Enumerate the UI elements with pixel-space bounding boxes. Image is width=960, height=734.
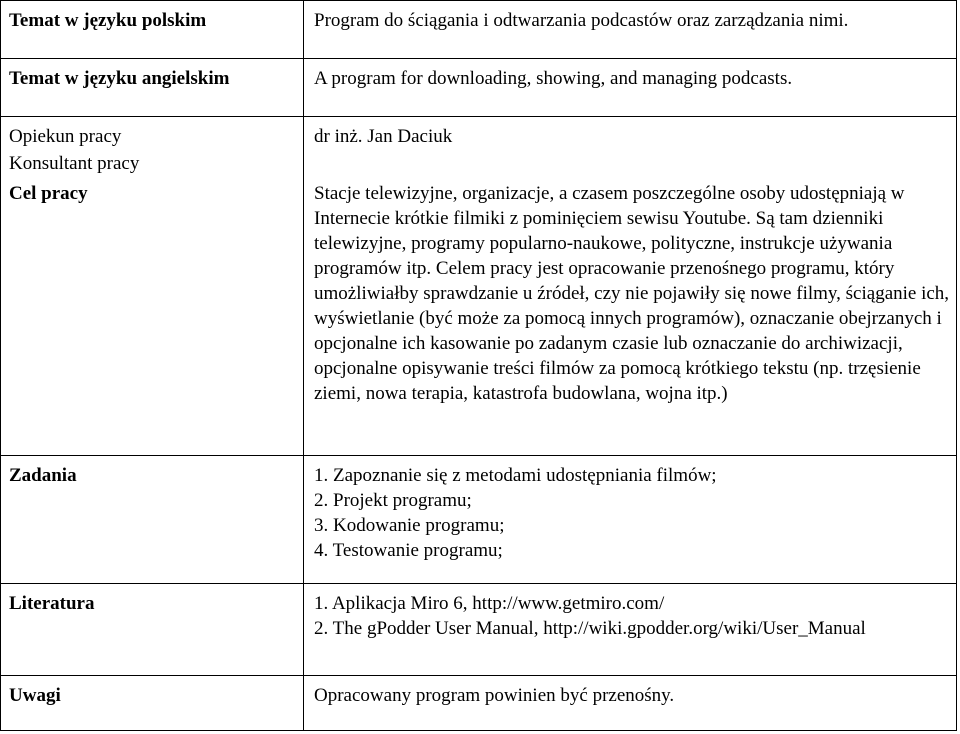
literature-item-1: 1. Aplikacja Miro 6, http://www.getmiro.com/: [314, 593, 665, 614]
notes-value: Opracowany program powinien być przenośny.: [304, 676, 957, 731]
topic-pl-label: Temat w języku polskim: [1, 1, 304, 59]
row-goal: [1, 177, 957, 456]
supervisor-value: dr inż. Jan Daciuk: [304, 117, 957, 151]
consultant-label: Konsultant pracy: [1, 151, 304, 177]
goal-label: Cel pracy: [1, 177, 304, 456]
literature-value: [304, 584, 957, 676]
consultant-value: [304, 151, 957, 177]
row-topic-en: [1, 59, 957, 117]
task-item-4: 4. Testowanie programu;: [314, 540, 503, 561]
topic-en-value: A program for downloading, showing, and managing podcasts.: [304, 59, 957, 117]
row-consultant: [1, 151, 957, 177]
tasks-label: Zadania: [1, 456, 304, 584]
supervisor-label: Opiekun pracy: [1, 117, 304, 151]
row-literature: [1, 584, 957, 676]
topic-en-label: Temat w języku angielskim: [1, 59, 304, 117]
literature-item-2: 2. The gPodder User Manual, http://wiki.gpodder.org/wiki/User_Manual: [314, 618, 866, 639]
task-item-2: 2. Projekt programu;: [314, 490, 472, 511]
literature-label: Literatura: [1, 584, 304, 676]
tasks-list: [314, 463, 952, 563]
row-notes: [1, 676, 957, 731]
task-item-3: 3. Kodowanie programu;: [314, 515, 505, 536]
tasks-value: [304, 456, 957, 584]
goal-value: Stacje telewizyjne, organizacje, a czasem poszczególne osoby udostępniają w Internecie krótkie filmiki z pominięciem sewisu Youtube. Są tam dzienniki telewizyjne, programy popularno-naukowe, polityczne, instrukcje używania programów itp. Celem pracy jest opracowanie przenośnego programu, który umożliwiałby sprawdzanie u źródeł, czy nie pojawiły się nowe filmy, ściąganie ich, wyświetlanie (być może za pomocą innych programów), oznaczanie obejrzanych i opcjonalne ich kasowanie po zadanym czasie lub oznaczanie do archiwizacji, opcjonalne opisywanie treści filmów za pomocą krótkiego tekstu (np. trzęsienie ziemi, nowa terapia, katastrofa budowlana, wojna itp.): [304, 177, 957, 456]
topic-pl-value: Program do ściągania i odtwarzania podcastów oraz zarządzania nimi.: [304, 1, 957, 59]
row-tasks: [1, 456, 957, 584]
row-topic-pl: [1, 1, 957, 59]
task-item-1: 1. Zapoznanie się z metodami udostępniania filmów;: [314, 465, 717, 486]
row-supervisor: [1, 117, 957, 151]
notes-label: Uwagi: [1, 676, 304, 731]
